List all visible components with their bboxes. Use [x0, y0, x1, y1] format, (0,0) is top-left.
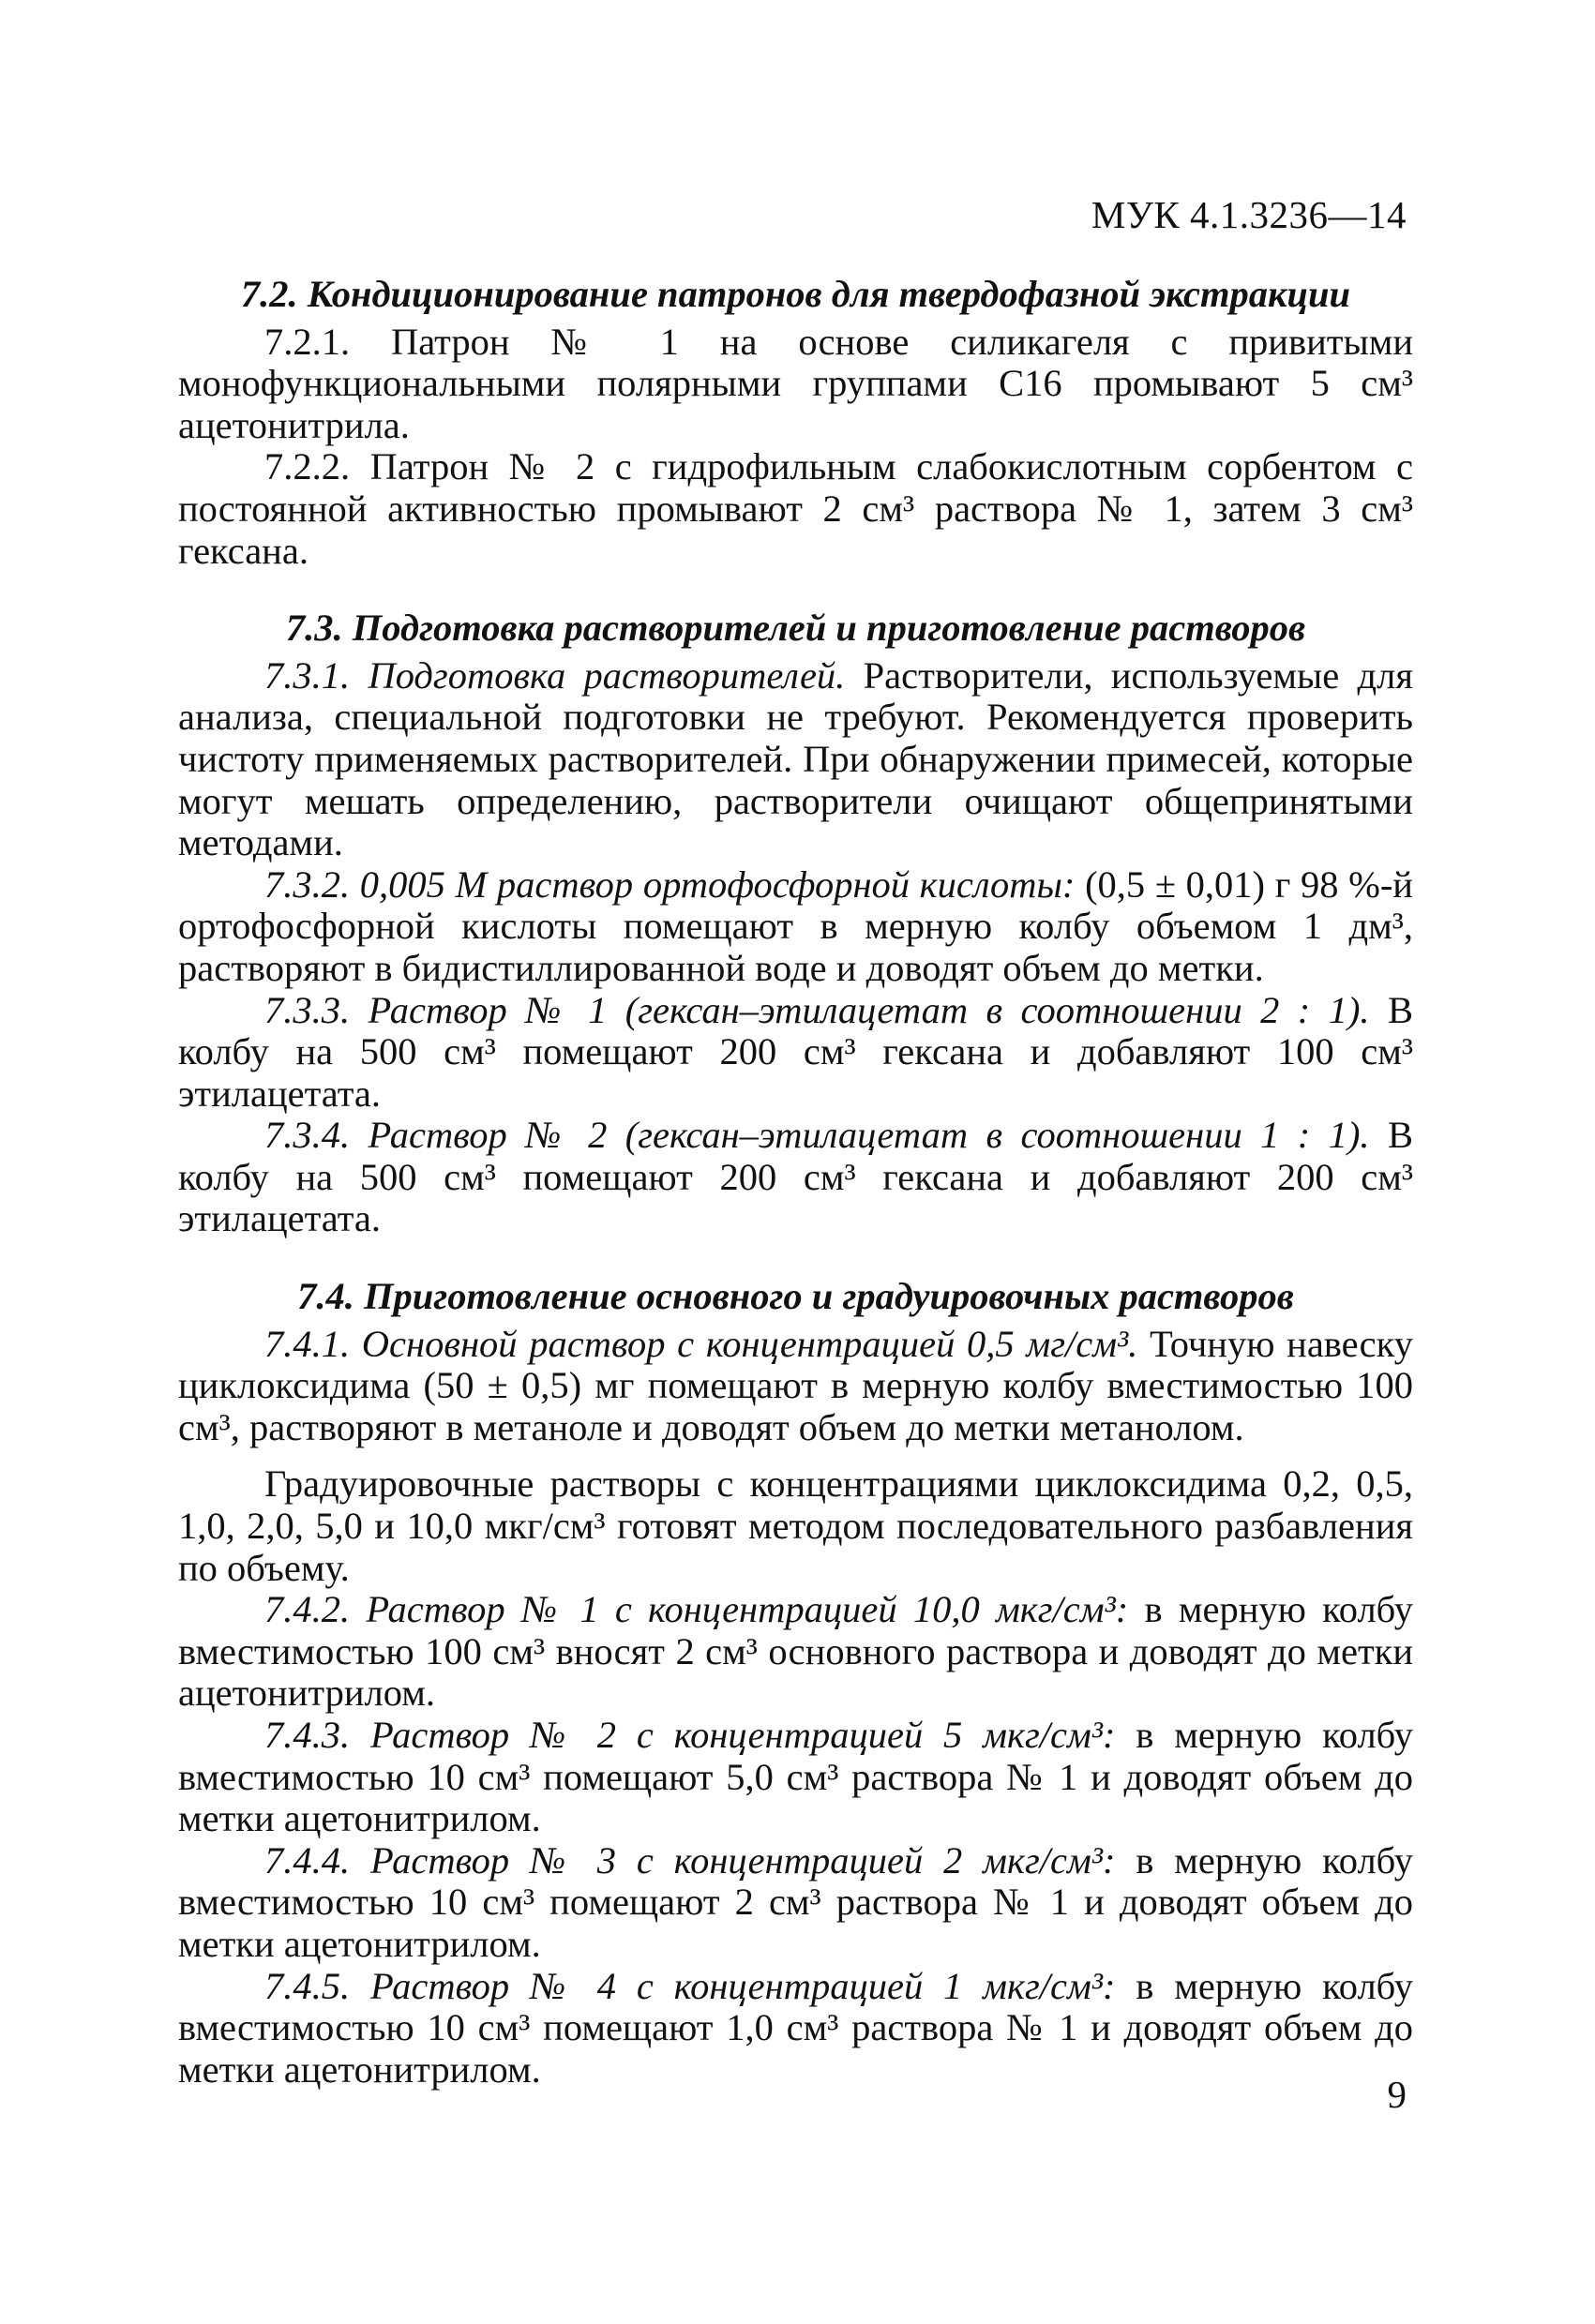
paragraph-7-3-3-text: В колбу на 500 см³ помещают 200 см³ гексана и добавляют 100 см³ этилацетата. [178, 988, 1413, 1115]
paragraph-7-4-4-title: 7.4.4. Раствор № 3 с концентрацией 2 мкг/см³: [264, 1838, 1116, 1882]
paragraph-7-4-2 [178, 1589, 1413, 1715]
paragraph-7-4-2-text: в мерную колбу вместимостью 100 см³ вносят 2 см³ основного раствора и доводят до метки ацетонитрилом. [178, 1588, 1413, 1715]
document-code: МУК 4.1.3236—14 [1091, 193, 1407, 236]
section-heading-7-4: 7.4. Приготовление основного и градуировочных растворов [297, 1275, 1294, 1318]
page-body [178, 274, 1413, 2091]
paragraph-7-3-1-text: Растворители, используемые для анализа, специальной подготовки не требуют. Рекомендуется проверить чистоту применяемых растворителей. При обнаружении примесей, которые могут мешать определению, растворители очищают общепринятыми методами. [178, 653, 1413, 864]
paragraph-7-4-3-title: 7.4.3. Раствор № 2 с концентрацией 5 мкг/см³: [264, 1714, 1116, 1756]
page-number: 9 [1387, 2073, 1407, 2116]
paragraph-7-4-3-text: в мерную колбу вместимостью 10 см³ помещают 5,0 см³ раствора № 1 и доводят объем до метки ацетонитрилом. [178, 1714, 1413, 1840]
paragraph-7-3-1 [178, 655, 1413, 864]
paragraph-7-4-1 [178, 1324, 1413, 1449]
paragraph-7-3-1-title: 7.3.1. Подготовка растворителей. [264, 653, 846, 697]
paragraph-7-3-4-text: В колбу на 500 см³ помещают 200 см³ гексана и добавляют 200 см³ этилацетата. [178, 1114, 1413, 1240]
paragraph-7-4-1-title: 7.4.1. Основной раствор с концентрацией 0,5 мг/см³. [264, 1322, 1138, 1365]
paragraph-7-4-4 [178, 1840, 1413, 1966]
section-heading-7-2: 7.2. Кондиционирование патронов для твердофазной экстракции [240, 273, 1351, 315]
paragraph-7-3-3 [178, 990, 1413, 1116]
paragraph-7-4-5-text: в мерную колбу вместимостью 10 см³ помещают 1,0 см³ раствора № 1 и доводят объем до метки ацетонитрилом. [178, 1964, 1413, 2091]
paragraph-7-4-4-text: в мерную колбу вместимостью 10 см³ помещают 2 см³ раствора № 1 и доводят объем до метки ацетонитрилом. [178, 1838, 1413, 1965]
paragraph-7-4-5-title: 7.4.5. Раствор № 4 с концентрацией 1 мкг/см³: [264, 1964, 1116, 2007]
paragraph-7-3-4-title: 7.3.4. Раствор № 2 (гексан–этилацетат в соотношении 1 : 1). [264, 1114, 1370, 1157]
paragraph-7-2-1: 7.2.1. Патрон № 1 на основе силикагеля с привитыми монофункциональными полярными группами С16 промывают 5 см³ ацетонитрила. [178, 320, 1413, 446]
paragraph-graduation: Градуировочные растворы с концентрациями циклоксидима 0,2, 0,5, 1,0, 2,0, 5,0 и 10,0 мкг/см³ готовят методом последовательного разбавления по объему. [178, 1462, 1413, 1589]
paragraph-7-2-2: 7.2.2. Патрон № 2 с гидрофильным слабокислотным сорбентом с постоянной активностью промывают 2 см³ раствора № 1, затем 3 см³ гексана. [178, 445, 1413, 572]
paragraph-7-4-3 [178, 1715, 1413, 1840]
paragraph-7-3-3-title: 7.3.3. Раствор № 1 (гексан–этилацетат в соотношении 2 : 1). [264, 988, 1370, 1031]
paragraph-7-3-4 [178, 1115, 1413, 1240]
paragraph-7-4-2-title: 7.4.2. Раствор № 1 с концентрацией 10,0 мкг/см³: [264, 1588, 1129, 1631]
paragraph-7-3-2-title: 7.3.2. 0,005 М раствор ортофосфорной кислоты: [264, 862, 1076, 906]
paragraph-7-4-1-text: Точную навеску циклоксидима (50 ± 0,5) мг помещают в мерную колбу вместимостью 100 см³, растворяют в метаноле и доводят объем до метки метанолом. [178, 1322, 1413, 1448]
paragraph-7-3-2-text: (0,5 ± 0,01) г 98 %-й ортофосфорной кислоты помещают в мерную колбу объемом 1 дм³, растворяют в бидистиллированной воде и доводят объем до метки. [178, 862, 1413, 989]
section-heading-7-3: 7.3. Подготовка растворителей и приготовление растворов [285, 607, 1306, 650]
paragraph-7-4-5 [178, 1966, 1413, 2092]
paragraph-7-3-2 [178, 864, 1413, 990]
